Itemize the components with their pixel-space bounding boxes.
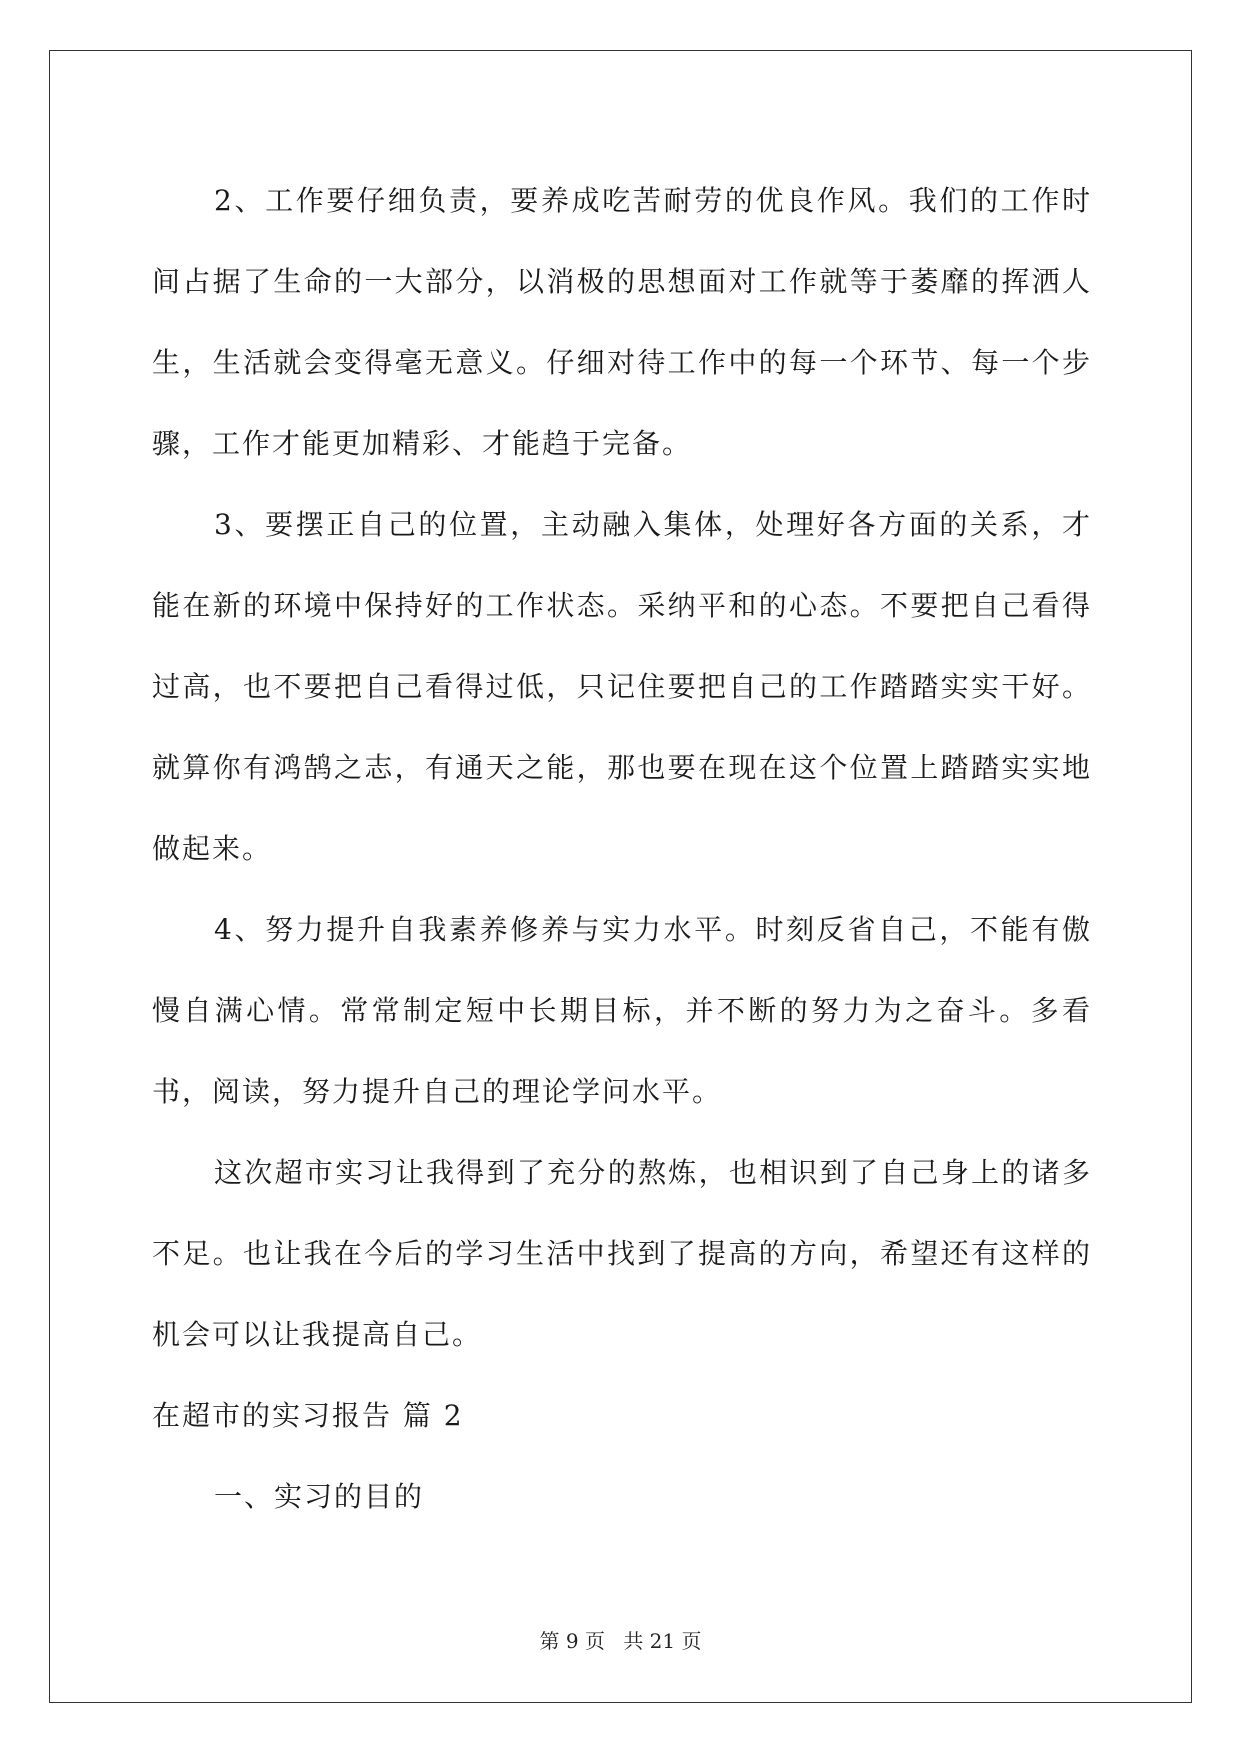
paragraph-conclusion: 这次超市实习让我得到了充分的熬炼，也相识到了自己身上的诸多不足。也让我在今后的学习生活中找到了提高的方向，希望还有这样的机会可以让我提高自己。 (152, 1156, 1092, 1351)
document-body (152, 160, 1092, 1537)
total-pages-label: 共 21 页 (623, 1629, 702, 1653)
paragraph-3: 3、要摆正自己的位置，主动融入集体，处理好各方面的关系，才能在新的环境中保持好的工作状态。采纳平和的心态。不要把自己看得过高，也不要把自己看得过低，只记住要把自己的工作踏踏实实干好。就算你有鸿鹄之志，有通天之能，那也要在现在这个位置上踏踏实实地做起来。 (152, 508, 1092, 865)
paragraph-4: 4、努力提升自我素养修养与实力水平。时刻反省自己，不能有傲慢自满心情。常常制定短中长期目标，并不断的努力为之奋斗。多看书，阅读，努力提升自己的理论学问水平。 (152, 913, 1092, 1108)
section-title: 在超市的实习报告 篇 2 (152, 1399, 464, 1432)
subsection-title: 一、实习的目的 (214, 1480, 425, 1513)
paragraph-2: 2、工作要仔细负责，要养成吃苦耐劳的优良作风。我们的工作时间占据了生命的一大部分，以消极的思想面对工作就等于萎靡的挥洒人生，生活就会变得毫无意义。仔细对待工作中的每一个环节、每一个步骤，工作才能更加精彩、才能趋于完备。 (152, 184, 1092, 460)
page-footer (0, 1625, 1241, 1654)
current-page-label: 第 9 页 (539, 1629, 605, 1653)
